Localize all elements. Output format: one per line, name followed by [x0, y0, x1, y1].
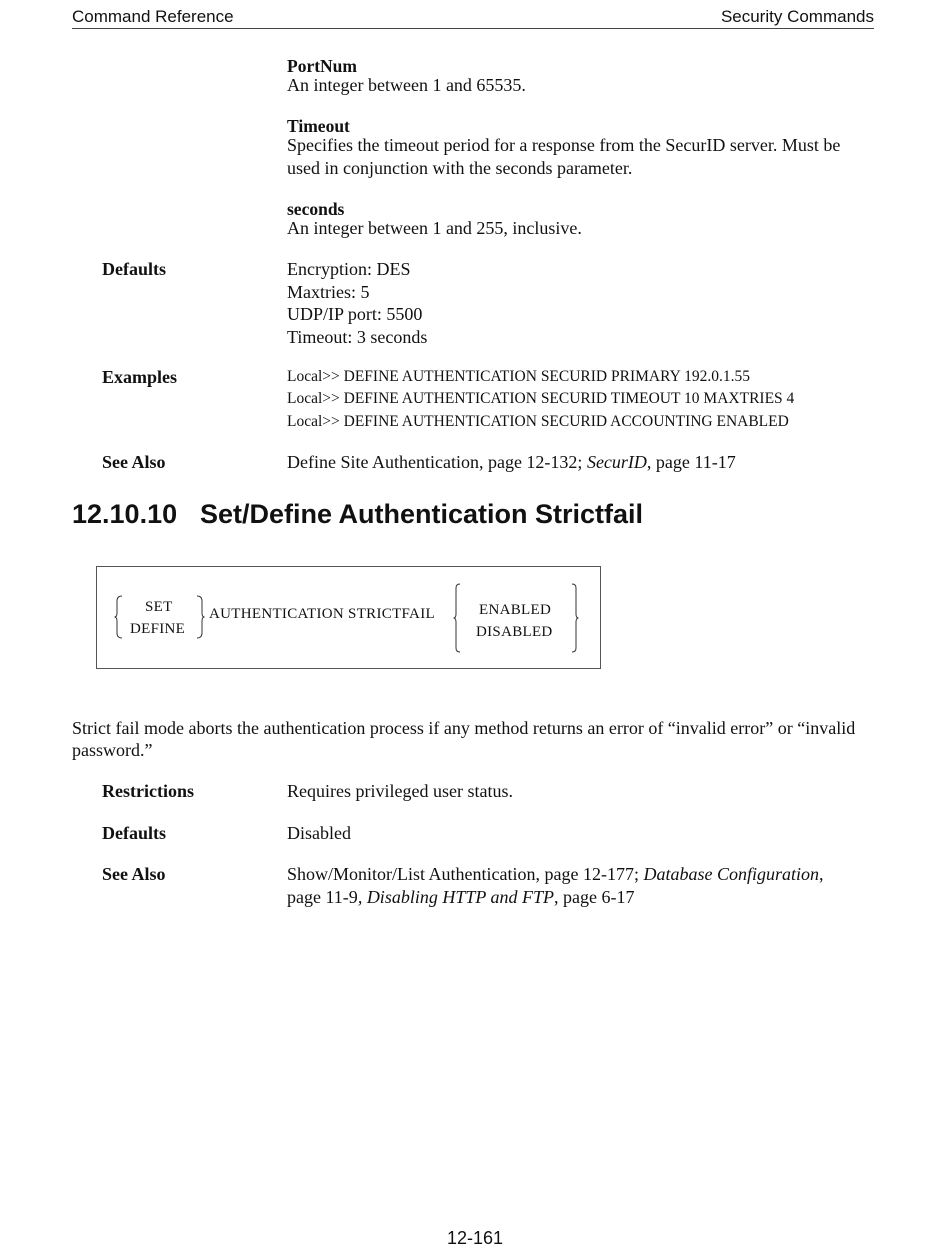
- default-timeout: Timeout: 3 seconds: [287, 326, 428, 347]
- example-line: Local>> DEFINE AUTHENTICATION SECURID PRIMARY 192.0.1.55: [287, 368, 750, 385]
- example-line: Local>> DEFINE AUTHENTICATION SECURID ACCOUNTING ENABLED: [287, 412, 789, 430]
- section-heading: [72, 497, 643, 531]
- header-right-title: Security Commands: [720, 7, 874, 26]
- left-brace-icon: [114, 595, 124, 639]
- param-portnum-name: PortNum: [287, 56, 357, 76]
- syntax-diagram: [96, 566, 601, 669]
- defaults-label: Defaults: [102, 823, 166, 843]
- see-also-ref-text: page 11-9: [287, 886, 358, 907]
- param-portnum-desc: An integer between 1 and 65535.: [287, 75, 526, 95]
- defaults-list: [287, 258, 427, 348]
- see-also-ref-italic: , Disabling HTTP and FTP: [357, 886, 555, 907]
- right-bracket-icon: [569, 583, 579, 653]
- default-encryption: Encryption: DES: [287, 259, 411, 279]
- default-udp-port: UDP/IP port: 5500: [287, 304, 423, 324]
- see-also-label: See Also: [102, 864, 166, 884]
- see-also-line: [287, 863, 823, 886]
- syntax-value-enabled: ENABLED: [479, 602, 552, 618]
- default-maxtries: Maxtries: 5: [287, 281, 370, 302]
- param-timeout-name: Timeout: [287, 116, 350, 136]
- param-seconds-desc: An integer between 1 and 255, inclusive.: [287, 218, 582, 238]
- right-brace-icon: [195, 595, 205, 639]
- see-also-references: [287, 451, 736, 474]
- see-also-ref-italic: Database Configuration: [643, 864, 819, 884]
- section-number: 12.10.10: [72, 499, 178, 529]
- syntax-option-define: DEFINE: [130, 621, 186, 637]
- defaults-text: Disabled: [287, 823, 351, 843]
- restrictions-label: Restrictions: [102, 781, 194, 801]
- defaults-label: Defaults: [102, 259, 166, 279]
- header-left-title: Command Reference: [72, 7, 234, 26]
- restrictions-text: Requires privileged user status.: [287, 781, 513, 801]
- syntax-option-set: SET: [145, 599, 173, 615]
- see-also-ref-text: , page 11-17: [646, 452, 736, 472]
- see-also-ref-text: ,: [818, 864, 824, 884]
- example-line: Local>> DEFINE AUTHENTICATION SECURID TIMEOUT 10 MAXTRIES 4: [287, 390, 795, 408]
- page-header: [72, 6, 874, 29]
- syntax-value-disabled: DISABLED: [476, 624, 553, 640]
- see-also-line: [287, 886, 823, 909]
- see-also-references: [287, 863, 823, 908]
- description-line1: Strict fail mode aborts the authentication process if any method returns an error of “invalid error” or “invalid: [72, 718, 856, 738]
- see-also-ref-text: , page 6-17: [554, 886, 635, 907]
- examples-list: [287, 366, 794, 433]
- page-number: 12-161: [446, 1228, 504, 1248]
- left-bracket-icon: [453, 583, 463, 653]
- param-timeout-desc-line2: used in conjunction with the seconds parameter.: [287, 158, 633, 178]
- param-seconds-name: seconds: [287, 199, 345, 219]
- see-also-ref-italic: SecurID: [586, 452, 647, 472]
- see-also-ref-text: Define Site Authentication, page 12-132;: [287, 452, 587, 472]
- see-also-ref-text: Show/Monitor/List Authentication, page 12-177;: [287, 864, 644, 884]
- see-also-label: See Also: [102, 452, 166, 472]
- examples-label: Examples: [102, 367, 178, 387]
- description-line2: password.”: [72, 740, 153, 760]
- syntax-command: AUTHENTICATION STRICTFAIL: [209, 606, 435, 622]
- section-title: Set/Define Authentication Strictfail: [200, 499, 644, 529]
- param-timeout-desc-line1: Specifies the timeout period for a response from the SecurID server. Must be: [287, 135, 841, 155]
